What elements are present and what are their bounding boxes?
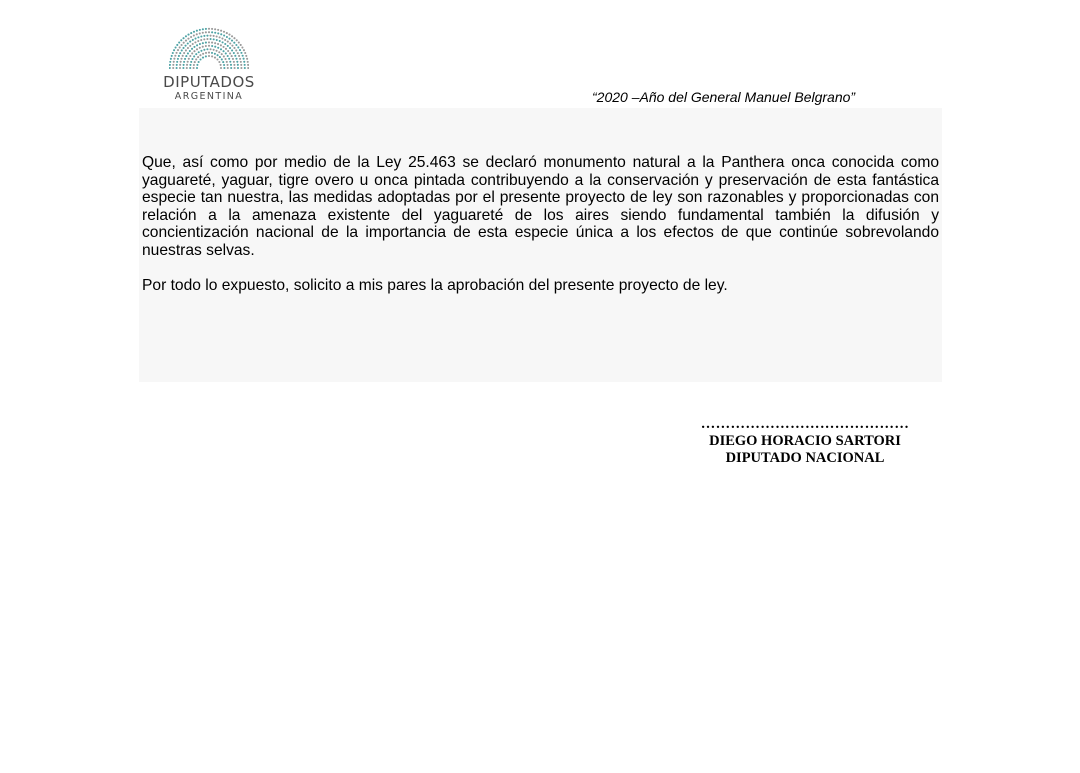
seat-dot — [196, 64, 198, 66]
seat-dot — [198, 51, 200, 53]
seat-dot — [227, 67, 229, 69]
seat-dot — [197, 40, 199, 42]
seat-dot — [186, 64, 188, 66]
seat-dot — [231, 35, 233, 37]
seat-dot — [208, 55, 210, 57]
seat-dot — [229, 42, 231, 44]
seat-dot — [220, 67, 222, 69]
seat-dot — [225, 52, 227, 54]
seat-dot — [238, 55, 240, 57]
seat-dot — [244, 64, 246, 66]
seat-dot — [178, 41, 180, 43]
seat-dot — [233, 61, 235, 63]
seat-dot — [179, 52, 181, 54]
seat-dot — [187, 52, 189, 54]
seat-dot — [208, 31, 210, 33]
seat-dot — [221, 53, 223, 55]
seat-dot — [170, 58, 172, 60]
seat-dot — [242, 55, 244, 57]
seat-dot — [185, 45, 187, 47]
seat-dot — [175, 46, 177, 48]
seat-dot — [216, 35, 218, 37]
seat-dot — [220, 30, 222, 32]
seat-dot — [206, 48, 208, 50]
paragraph-2: Por todo lo expuesto, solicito a mis pares la aprobación del presente proyecto de ley. — [142, 277, 728, 294]
seat-dot — [198, 61, 200, 63]
seat-dot — [182, 47, 184, 49]
seat-dot — [240, 52, 242, 54]
seat-dot — [222, 50, 224, 52]
seat-dot — [178, 55, 180, 57]
seat-dot — [240, 64, 242, 66]
seat-dot — [228, 34, 230, 36]
seat-dot — [185, 49, 187, 51]
seat-dot — [229, 52, 231, 54]
seat-dot — [192, 39, 194, 41]
seat-dot — [223, 31, 225, 33]
seat-dot — [217, 54, 219, 56]
paragraph-1: Que, así como por medio de la Ley 25.463 se declaró monumento natural a la Panthera onca conocida como yaguareté, yaguar, tigre overo u onca pintada contribuyendo a la conservación y preservación de esta fantástica especie tan nuestra, las medidas adoptadas por el presente proyecto de ley son razonables y proporcionadas con relación a la amenaza existente del yaguareté de los aires siendo fundamental también la difusión y concientización nacional de la importancia de esta especie única a los efectos de que continúe sobrevolando nuestras selvas. — [142, 154, 939, 259]
seat-dot — [176, 67, 178, 69]
seat-dot — [219, 56, 221, 58]
seat-dot — [190, 32, 192, 34]
seat-dot — [244, 67, 246, 69]
seat-dot — [174, 55, 176, 57]
seat-dot — [176, 44, 178, 46]
seat-dot — [216, 50, 218, 52]
seat-dot — [187, 61, 189, 63]
seat-dot — [206, 35, 208, 37]
year-motto: “2020 –Año del General Manuel Belgrano” — [592, 89, 856, 105]
document-body — [139, 108, 942, 382]
seat-dot — [172, 52, 174, 54]
seat-dot — [233, 52, 235, 54]
logo-name: DIPUTADOS — [163, 73, 255, 91]
seat-dot — [171, 55, 173, 57]
seat-dot — [214, 28, 216, 30]
seat-dot — [180, 58, 182, 60]
seat-dot — [217, 43, 219, 45]
seat-dot — [183, 64, 185, 66]
seat-dot — [202, 32, 204, 34]
seat-dot — [200, 39, 202, 41]
seat-dot — [187, 38, 189, 40]
seat-dot — [213, 38, 215, 40]
seat-dot — [220, 33, 222, 35]
seat-dot — [205, 45, 207, 47]
seat-dot — [169, 61, 171, 63]
seat-dot — [216, 58, 218, 60]
seat-dot — [182, 37, 184, 39]
seat-dot — [241, 46, 243, 48]
seat-dot — [179, 46, 181, 48]
seat-dot — [203, 49, 205, 51]
seat-dot — [172, 67, 174, 69]
seat-dot — [211, 42, 213, 44]
seat-dot — [240, 61, 242, 63]
seat-dot — [173, 58, 175, 60]
seat-dot — [196, 67, 198, 69]
seat-dot — [224, 39, 226, 41]
seat-dot — [193, 67, 195, 69]
seat-dot — [237, 64, 239, 66]
signatory-title: DIPUTADO NACIONAL — [725, 450, 885, 466]
seat-dot — [176, 52, 178, 54]
seat-dot — [227, 45, 229, 47]
seat-dot — [243, 58, 245, 60]
seat-dot — [225, 48, 227, 50]
seat-dot — [223, 64, 225, 66]
chamber-logo — [150, 26, 268, 102]
seat-dot — [216, 39, 218, 41]
seat-dot — [202, 28, 204, 30]
seat-dot — [217, 29, 219, 31]
seat-dot — [228, 38, 230, 40]
seat-dot — [172, 64, 174, 66]
seat-dot — [206, 38, 208, 40]
seat-dot — [214, 42, 216, 44]
seat-dot — [182, 55, 184, 57]
seat-dot — [211, 55, 213, 57]
seat-dot — [189, 45, 191, 47]
seat-dot — [234, 67, 236, 69]
seat-dot — [243, 49, 245, 51]
signature-block — [672, 416, 938, 467]
seat-dot — [236, 39, 238, 41]
seat-dot — [214, 32, 216, 34]
seat-dot — [226, 36, 228, 38]
seat-dot — [235, 58, 237, 60]
seat-dot — [214, 53, 216, 55]
seat-dot — [211, 45, 213, 47]
seat-dot — [226, 61, 228, 63]
seat-dot — [228, 58, 230, 60]
seat-dot — [210, 48, 212, 50]
seat-dot — [195, 58, 197, 60]
seat-dot — [218, 61, 220, 63]
seat-dot — [233, 64, 235, 66]
seat-dot — [196, 30, 198, 32]
seat-dot — [193, 50, 195, 52]
seat-dot — [189, 67, 191, 69]
seat-dot — [243, 61, 245, 63]
seat-dot — [224, 58, 226, 60]
seat-dot — [219, 36, 221, 38]
seat-dot — [213, 49, 215, 51]
seat-dot — [235, 44, 237, 46]
seat-dot — [191, 52, 193, 54]
seat-dot — [179, 67, 181, 69]
seat-dot — [231, 49, 233, 51]
seat-dot — [222, 46, 224, 48]
seat-dot — [232, 58, 234, 60]
seat-dot — [193, 31, 195, 33]
seat-dot — [189, 64, 191, 66]
seat-dot — [177, 49, 179, 51]
seat-dot — [180, 39, 182, 41]
seat-dot — [211, 31, 213, 33]
seat-dot — [177, 58, 179, 60]
seat-dot — [189, 55, 191, 57]
seat-dot — [233, 37, 235, 39]
seat-dot — [229, 47, 231, 49]
seat-dot — [230, 64, 232, 66]
seat-dot — [197, 56, 199, 58]
seat-dot — [244, 52, 246, 54]
seat-dot — [191, 48, 193, 50]
seat-dot — [185, 40, 187, 42]
seat-dot — [231, 40, 233, 42]
seat-dot — [226, 64, 228, 66]
seat-dot — [187, 42, 189, 44]
seat-dot — [184, 58, 186, 60]
seat-dot — [199, 43, 201, 45]
seat-dot — [219, 40, 221, 42]
seat-dot — [199, 32, 201, 34]
seat-dot — [210, 38, 212, 40]
seat-dot — [231, 45, 233, 47]
seat-dot — [196, 48, 198, 50]
seat-dot — [169, 67, 171, 69]
seat-dot — [196, 44, 198, 46]
seat-dot — [208, 45, 210, 47]
seat-dot — [247, 64, 249, 66]
seat-dot — [217, 32, 219, 34]
seat-dot — [234, 55, 236, 57]
seat-dot — [196, 33, 198, 35]
seat-dot — [208, 52, 210, 54]
seat-dot — [209, 35, 211, 37]
seat-dot — [183, 61, 185, 63]
seat-dot — [220, 64, 222, 66]
seat-dot — [238, 41, 240, 43]
seat-dot — [220, 48, 222, 50]
seat-dot — [200, 35, 202, 37]
seat-dot — [240, 44, 242, 46]
seat-dot — [239, 58, 241, 60]
seat-dot — [176, 61, 178, 63]
seat-dot — [223, 67, 225, 69]
seat-dot — [176, 64, 178, 66]
seat-dot — [205, 55, 207, 57]
seat-dot — [195, 53, 197, 55]
seat-dot — [191, 58, 193, 60]
seat-dot — [199, 29, 201, 31]
seat-dot — [193, 64, 195, 66]
seat-dot — [189, 50, 191, 52]
seat-dot — [208, 41, 210, 43]
seat-dot — [237, 46, 239, 48]
seat-dot — [203, 35, 205, 37]
seat-dot — [214, 46, 216, 48]
seat-dot — [227, 50, 229, 52]
seat-dot — [190, 61, 192, 63]
seat-dot — [222, 41, 224, 43]
seat-dot — [211, 28, 213, 30]
seat-dot — [203, 38, 205, 40]
seat-dot — [247, 61, 249, 63]
seat-dot — [187, 47, 189, 49]
seat-dot — [246, 58, 248, 60]
seat-dot — [217, 47, 219, 49]
seat-dot — [199, 58, 201, 60]
seat-dot — [202, 42, 204, 44]
seat-dot — [194, 41, 196, 43]
seat-dot — [179, 64, 181, 66]
seat-dot — [229, 61, 231, 63]
seat-dot — [185, 35, 187, 37]
seat-dot — [221, 37, 223, 39]
seat-dot — [239, 49, 241, 51]
seat-dot — [220, 44, 222, 46]
seat-dot — [183, 42, 185, 44]
seat-dot — [199, 54, 201, 56]
seat-dot — [226, 32, 228, 34]
seat-dot — [233, 47, 235, 49]
seat-dot — [227, 41, 229, 43]
seat-dot — [186, 67, 188, 69]
seat-dot — [223, 35, 225, 37]
seat-dot — [189, 41, 191, 43]
seat-dot — [240, 67, 242, 69]
seat-dot — [193, 55, 195, 57]
seat-dot — [205, 42, 207, 44]
seat-dot — [173, 49, 175, 51]
seat-dot — [200, 50, 202, 52]
seat-dot — [237, 52, 239, 54]
seat-dot — [199, 47, 201, 49]
seat-dot — [202, 57, 204, 59]
seat-dot — [236, 61, 238, 63]
seat-dot — [205, 28, 207, 30]
seat-dot — [245, 55, 247, 57]
seat-dot — [183, 52, 185, 54]
seat-dot — [202, 46, 204, 48]
seat-dot — [181, 44, 183, 46]
seat-dot — [205, 31, 207, 33]
seat-dot — [180, 61, 182, 63]
seat-dot — [208, 28, 210, 30]
seat-dot — [181, 49, 183, 51]
seat-dot — [237, 67, 239, 69]
seat-dot — [213, 35, 215, 37]
seat-dot — [193, 35, 195, 37]
seat-dot — [227, 55, 229, 57]
seat-dot — [182, 67, 184, 69]
seat-dot — [247, 67, 249, 69]
seat-dot — [222, 61, 224, 63]
seat-dot — [193, 46, 195, 48]
seat-dot — [223, 55, 225, 57]
seat-dot — [224, 43, 226, 45]
seat-dot — [214, 57, 216, 59]
seat-dot — [230, 67, 232, 69]
seat-dot — [194, 61, 196, 63]
signatory-name: DIEGO HORACIO SARTORI — [709, 433, 901, 449]
logo-country: ARGENTINA — [174, 91, 244, 102]
seat-dot — [235, 49, 237, 51]
seat-dot — [211, 52, 213, 54]
seat-dot — [187, 34, 189, 36]
seat-dot — [218, 51, 220, 53]
seat-dot — [205, 52, 207, 54]
signature-line: …………………………………… — [700, 416, 910, 432]
seat-dot — [197, 36, 199, 38]
seat-dot — [188, 58, 190, 60]
seat-dot — [194, 37, 196, 39]
seat-dot — [169, 64, 171, 66]
seat-dot — [192, 43, 194, 45]
seat-dot — [221, 58, 223, 60]
seat-dot — [233, 42, 235, 44]
seat-dot — [190, 36, 192, 38]
seat-dot — [185, 55, 187, 57]
hemicycle-icon — [169, 26, 249, 70]
seat-dot — [202, 53, 204, 55]
seat-dot — [173, 61, 175, 63]
seat-dot — [231, 55, 233, 57]
